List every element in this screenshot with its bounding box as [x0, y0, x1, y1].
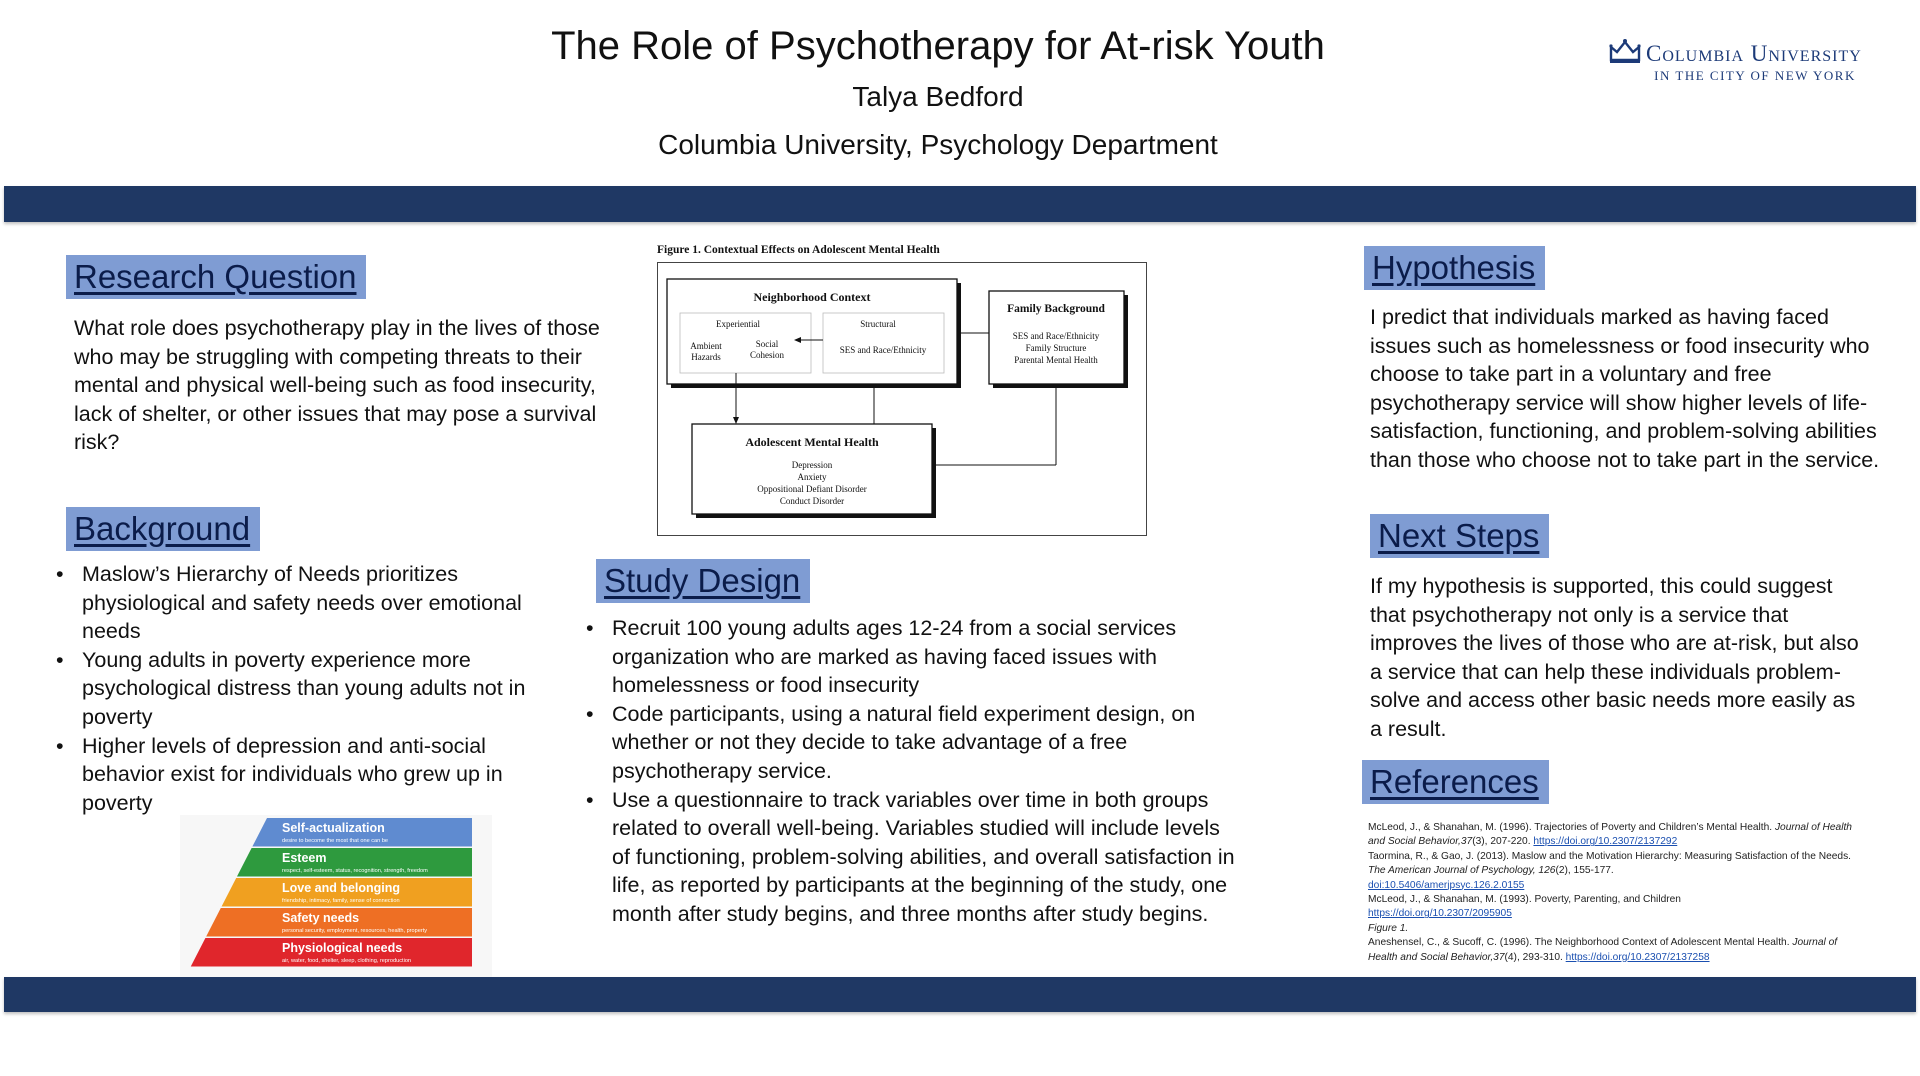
- amh-item: Conduct Disorder: [779, 496, 845, 506]
- structural-label: Structural: [860, 319, 896, 329]
- study-design-list: [586, 614, 1236, 929]
- background-heading: Background: [66, 507, 260, 551]
- pyramid-level-subtitle: respect, self-esteem, status, recognition, strength, freedom: [282, 868, 428, 874]
- social-label-2: Cohesion: [749, 350, 785, 360]
- crown-icon: [1608, 38, 1642, 64]
- maslow-pyramid-graphic: [180, 815, 492, 977]
- reference-item: McLeod, J., & Shanahan, M. (1993). Poverty, Parenting, and Children https://doi.org/10.2307/2095905: [1368, 894, 1681, 920]
- amh-item: Oppositional Defiant Disorder: [757, 484, 867, 494]
- pyramid-level-title: Safety needs: [282, 911, 360, 925]
- amh-item: Depression: [791, 460, 833, 470]
- pyramid-level-title: Self-actualization: [282, 821, 385, 835]
- ambient-label-2: Hazards: [691, 352, 721, 362]
- family-title: Family Background: [1007, 303, 1105, 315]
- list-item: • Maslow’s Hierarchy of Needs prioritizes physiological and safety needs over emotional needs: [56, 560, 556, 646]
- reference-link[interactable]: https://doi.org/10.2307/2137292: [1533, 836, 1678, 848]
- background-list: [56, 560, 556, 817]
- experiential-label: Experiential: [716, 319, 760, 329]
- author-name: Talya Bedford: [852, 81, 1024, 112]
- pyramid-level-subtitle: friendship, intimacy, family, sense of connection: [282, 898, 400, 904]
- family-item: SES and Race/Ethnicity: [1012, 331, 1100, 341]
- list-item: • Code participants, using a natural field experiment design, on whether or not they decide to take advantage of a free psychotherapy service.: [586, 700, 1236, 786]
- ambient-label-1: Ambient: [690, 341, 722, 351]
- research-question-heading: Research Question: [66, 255, 366, 299]
- neighborhood-title: Neighborhood Context: [753, 290, 871, 304]
- ses-race-label: SES and Race/Ethnicity: [839, 345, 927, 355]
- reference-link[interactable]: https://doi.org/10.2307/2137258: [1565, 951, 1710, 963]
- maslow-pyramid: [180, 815, 492, 977]
- reference-item: McLeod, J., & Shanahan, M. (1996). Trajectories of Poverty and Children’s Mental Health. Journal of Health and Social Behavior,37(3), 207-220. https://doi.org/10.2307/2137292: [1368, 822, 1852, 848]
- reference-item: Aneshensel, C., & Sucoff, C. (1996). The Neighborhood Context of Adolescent Mental Health. Journal of Health and Social Behavior,37(4), 293-310. https://doi.org/10.2307/2137258: [1368, 937, 1838, 963]
- list-item: • Recruit 100 young adults ages 12-24 from a social services organization who are marked as having faced issues with homelessness or food insecurity: [586, 614, 1236, 700]
- reference-item: Taormina, R., & Gao, J. (2013). Maslow and the Motivation Hierarchy: Measuring Satisfaction of the Needs. The American Journal of Psychology, 126(2), 155-177. doi:10.5406/amerjpsyc.126.2.0155: [1368, 850, 1851, 891]
- department: Columbia University, Psychology Department: [658, 129, 1218, 160]
- logo-name: Columbia University: [1646, 41, 1862, 66]
- list-item: • Young adults in poverty experience more psychological distress than young adults not in poverty: [56, 646, 556, 732]
- pyramid-level-subtitle: personal security, employment, resources, health, property: [282, 928, 428, 934]
- pyramid-level-subtitle: air, water, food, shelter, sleep, clothing, reproduction: [282, 958, 412, 964]
- study-design-heading: Study Design: [596, 559, 810, 603]
- list-item: • Use a questionnaire to track variables over time in both groups related to overall well-being. Variables studied will include levels of functioning, problem-solving abilities, and overall satisfaction in life, as reported by participants at the beginning of the study, one month after study begins, and three months after study begins.: [586, 786, 1236, 929]
- pyramid-level-title: Esteem: [282, 851, 327, 865]
- family-item: Family Structure: [1025, 343, 1087, 353]
- list-item: • Higher levels of depression and anti-social behavior exist for individuals who grew up in poverty: [56, 732, 556, 818]
- pyramid-level-subtitle: desire to become the most that one can be: [282, 838, 389, 844]
- next-steps-text: If my hypothesis is supported, this could suggest that psychotherapy not only is a service that improves the lives of those who are at-risk, but also a service that can help these individuals problem-solve and access other basic needs more easily as a result.: [1370, 574, 1859, 741]
- references-heading: References: [1362, 760, 1549, 804]
- hypothesis-heading: Hypothesis: [1364, 246, 1545, 290]
- logo-subtitle: IN THE CITY OF NEW YORK: [1654, 68, 1856, 83]
- amh-item: Anxiety: [797, 472, 827, 482]
- research-question-text: What role does psychotherapy play in the lives of those who may be struggling with competing threats to their mental and physical well-being such as food insecurity, lack of shelter, or other issues that may pose a survival risk?: [74, 316, 600, 455]
- pyramid-level-title: Physiological needs: [282, 941, 403, 955]
- social-label-1: Social: [755, 339, 779, 349]
- columbia-logo: [1608, 38, 1908, 88]
- contextual-effects-figure: [657, 262, 1147, 536]
- next-steps-heading: Next Steps: [1370, 514, 1549, 558]
- reference-link[interactable]: doi:10.5406/amerjpsyc.126.2.0155: [1368, 879, 1525, 891]
- bottom-band: [4, 977, 1916, 1012]
- figure-caption: Figure 1. Contextual Effects on Adolescent Mental Health: [657, 244, 940, 256]
- poster-title: The Role of Psychotherapy for At-risk Youth: [551, 24, 1325, 68]
- references-list: [1368, 821, 1868, 965]
- figure-diagram: [658, 263, 1148, 537]
- reference-link[interactable]: https://doi.org/10.2307/2095905: [1368, 908, 1512, 920]
- pyramid-level-title: Love and belonging: [282, 881, 401, 895]
- amh-title: Adolescent Mental Health: [745, 435, 879, 449]
- reference-item: Figure 1.: [1368, 922, 1409, 934]
- hypothesis-text: I predict that individuals marked as having faced issues such as homelessness or food insecurity who choose to take part in a voluntary and free psychotherapy service will show higher levels of life-satisfaction, functioning, and problem-solving abilities than those who choose not to take part in the service.: [1370, 305, 1880, 472]
- family-item: Parental Mental Health: [1014, 355, 1098, 365]
- top-band: [4, 186, 1916, 222]
